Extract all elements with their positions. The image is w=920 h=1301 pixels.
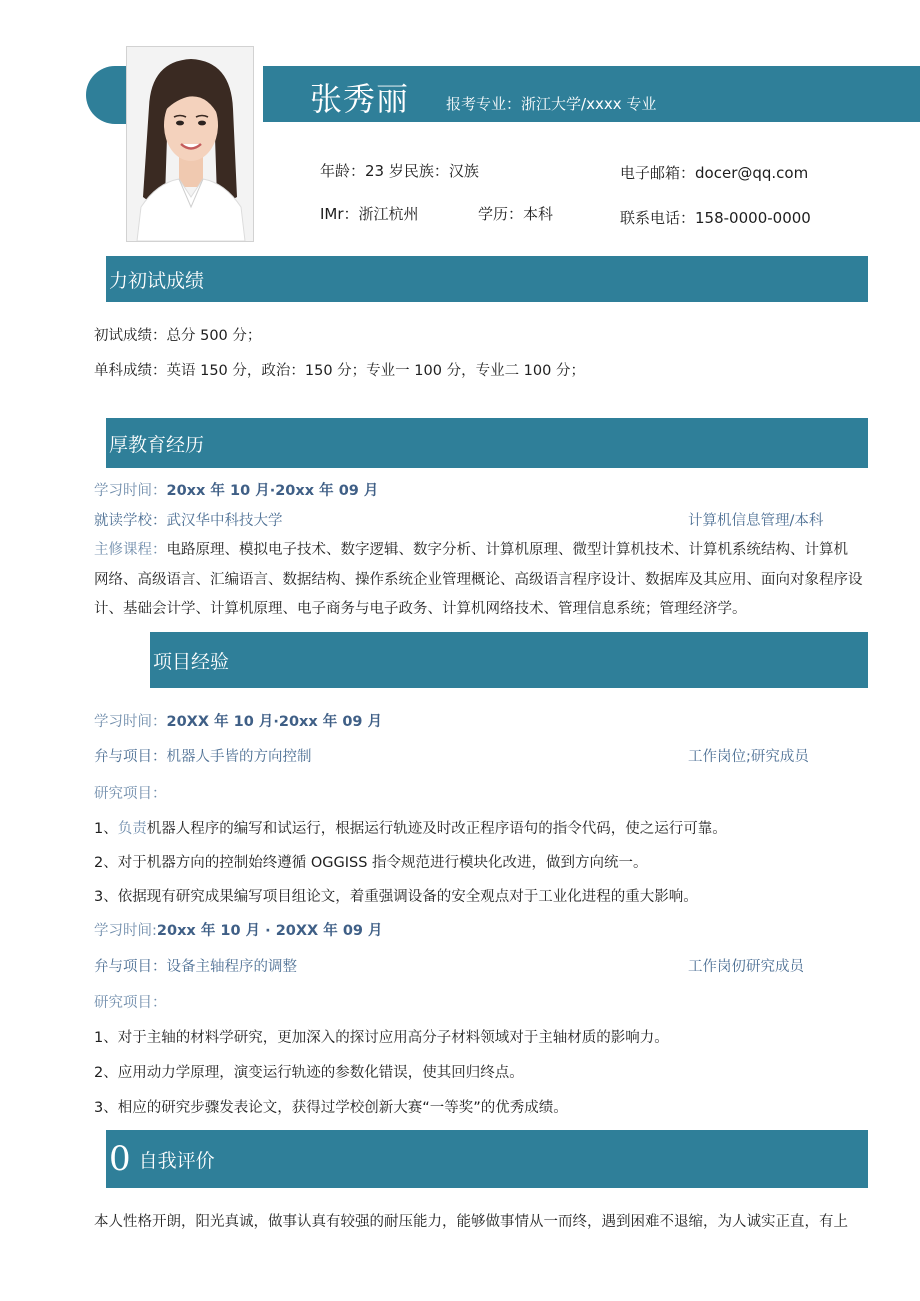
p1-project	[94, 745, 312, 766]
p1-item-2: 2、对于机器方向的控制始终遵循 OGGISS 指令规范进行模块化改进，做到方向统一。	[94, 855, 648, 871]
score-total: 初试成绩：总分 500 分；	[94, 328, 262, 344]
age-value: 23 岁	[365, 162, 404, 180]
section-title-scores: 力初试成绩	[109, 269, 205, 292]
edu-courses-line2: 网络、高级语言、汇编语言、数据结构、操作系统企业管理概论、高级语言程序设计、数据库及其应用、面向对象程序设	[94, 572, 863, 588]
hometown-info	[320, 203, 419, 224]
ethnic-label: 民族：	[403, 162, 449, 180]
degree-value: 本科	[523, 205, 554, 223]
apply-major-value: 浙江大学/xxxx 专业	[521, 95, 657, 113]
self-eval-text: 本人性格开朗，阳光真诚，做事认真有较强的耐压能力，能够做事情从一而终，遇到困难不退缩，为人诚实正直，有上	[94, 1214, 848, 1230]
edu-time	[94, 479, 378, 500]
email-label: 电子邮箱：	[620, 164, 696, 182]
section-number-self: 0	[109, 1139, 131, 1179]
edu-school-label: 就读学校：	[94, 513, 167, 529]
edu-courses-text1: 电路原理、模拟电子技术、数字逻辑、数字分析、计算机原理、微型计算机技术、计算机系统结构、计算机	[166, 542, 848, 558]
phone-info	[620, 207, 811, 228]
p2-research-label: 研究项目：	[94, 995, 167, 1011]
section-header-projects	[150, 632, 868, 688]
degree-info	[478, 203, 553, 224]
p2-role: 工作岗仞研究成员	[688, 959, 804, 975]
section-header-self	[106, 1130, 868, 1188]
email-info	[620, 162, 808, 183]
section-title-projects: 项目经验	[153, 650, 230, 673]
apply-major	[446, 93, 656, 114]
p1-project-label: 弁与项目：	[94, 749, 167, 765]
phone-value: 158-0000-0000	[695, 209, 811, 227]
p1-item-1	[94, 817, 727, 838]
apply-major-label: 报考专业：	[446, 95, 522, 113]
candidate-name: 张秀丽	[310, 80, 410, 118]
p2-time-label: 学习时间:	[94, 923, 157, 939]
edu-school	[94, 509, 283, 530]
p2-project	[94, 955, 297, 976]
edu-courses-label: 主修课程：	[94, 542, 167, 558]
profile-photo	[126, 46, 254, 242]
p1-time-value: 20XX 年 10 月·20xx 年 09 月	[166, 714, 383, 730]
p2-item-2: 2、应用动力学原理，演变运行轨迹的参数化错误，使其回归终点。	[94, 1065, 524, 1081]
section-title-self: 自我评价	[138, 1149, 215, 1172]
p1-item-1-rest: 机器人程序的编写和试运行，根据运行轨迹及时改正程序语句的指令代码，使之运行可靠。	[146, 821, 727, 837]
p2-item-1: 1、对于主轴的材料学研究，更加深入的探讨应用高分子材料领域对于主轴材质的影响力。	[94, 1030, 669, 1046]
edu-courses-line1	[94, 538, 848, 559]
hometown-label: IMr：	[320, 205, 359, 223]
p1-research-label: 研究项目：	[94, 786, 167, 802]
edu-school-value: 武汉华中科技大学	[166, 513, 283, 529]
p2-time	[94, 919, 383, 940]
ethnic-value: 汉族	[448, 162, 479, 180]
age-label: 年龄：	[320, 162, 366, 180]
age-ethnic	[320, 160, 479, 181]
degree-label: 学历：	[478, 205, 524, 223]
p1-item-1-highlight: 负责	[117, 821, 147, 837]
portrait-image	[127, 47, 253, 241]
p2-project-value: 设备主轴程序的调整	[166, 959, 297, 975]
email-value: docer@qq.com	[695, 164, 809, 182]
p1-project-value: 机器人手皆的方向控制	[166, 749, 312, 765]
p2-project-label: 弁与项目：	[94, 959, 167, 975]
p1-role: 工作岗位;研究成员	[688, 749, 809, 765]
edu-courses-line3: 计、基础会计学、计算机原理、电子商务与电子政务、计算机网络技术、管理信息系统；管理经济学。	[94, 601, 747, 617]
score-subjects: 单科成绩：英语 150 分，政治：150 分；专业一 100 分，专业二 100 分；	[94, 363, 585, 379]
hometown-value: 浙江杭州	[358, 205, 419, 223]
edu-time-value: 20xx 年 10 月·20xx 年 09 月	[166, 483, 379, 499]
p1-time	[94, 710, 382, 731]
p1-time-label: 学习时间：	[94, 714, 167, 730]
section-header-scores	[106, 256, 868, 302]
section-title-education: 厚教育经历	[109, 433, 205, 456]
p2-item-3: 3、相应的研究步骤发表论文，获得过学校创新大赛“一等奖”的优秀成绩。	[94, 1100, 568, 1116]
p1-item-3: 3、依据现有研究成果编写项目组论文，着重强调设备的安全观点对于工业化进程的重大影响。	[94, 889, 698, 905]
edu-major: 计算机信息管理/本科	[688, 513, 824, 529]
edu-time-label: 学习时间：	[94, 483, 167, 499]
p2-time-value: 20xx 年 10 月 · 20XX 年 09 月	[156, 923, 383, 939]
phone-label: 联系电话：	[620, 209, 696, 227]
section-header-education	[106, 418, 868, 468]
p1-item-1-num: 1、	[94, 821, 118, 837]
